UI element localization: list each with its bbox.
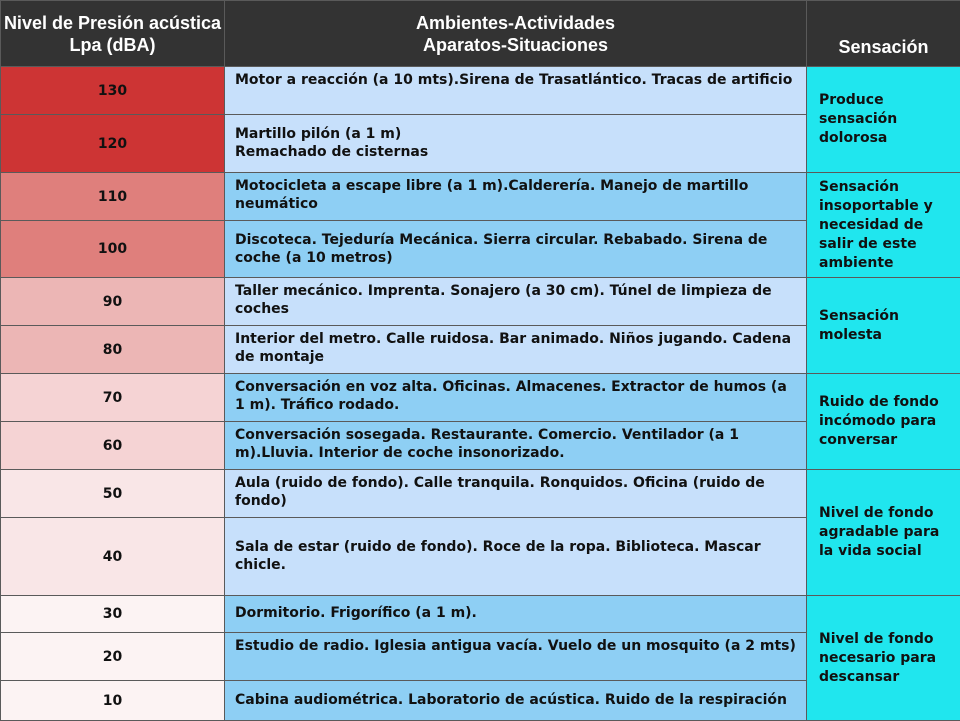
description-cell: Discoteca. Tejeduría Mecánica. Sierra circular. Rebabado. Sirena de coche (a 10 metros): [225, 221, 807, 278]
level-cell: 90: [1, 278, 225, 326]
sensation-cell: Ruido de fondo incómodo para conversar: [807, 374, 960, 470]
description-cell: Interior del metro. Calle ruidosa. Bar animado. Niños jugando. Cadena de montaje: [225, 326, 807, 374]
header-environment-line2: Aparatos-Situaciones: [225, 34, 806, 56]
sensation-cell: Sensación insoportable y necesidad de salir de este ambiente: [807, 173, 960, 278]
description-cell: Dormitorio. Frigorífico (a 1 m).: [225, 596, 807, 633]
description-cell: Cabina audiométrica. Laboratorio de acústica. Ruido de la respiración: [225, 681, 807, 721]
header-environment-line1: Ambientes-Actividades: [225, 12, 806, 34]
header-environment: [225, 1, 807, 67]
header-level: Nivel de Presión acústica Lpa (dBA): [1, 1, 225, 67]
sensation-cell: Nivel de fondo necesario para descansar: [807, 596, 960, 721]
level-cell: 120: [1, 115, 225, 173]
level-cell: 30: [1, 596, 225, 633]
table-row: [1, 470, 960, 518]
level-cell: 60: [1, 422, 225, 470]
description-cell: Motocicleta a escape libre (a 1 m).Calderería. Manejo de martillo neumático: [225, 173, 807, 221]
table-row: [1, 173, 960, 221]
sensation-cell: Nivel de fondo agradable para la vida social: [807, 470, 960, 596]
description-cell: Conversación en voz alta. Oficinas. Almacenes. Extractor de humos (a 1 m). Tráfico rodado.: [225, 374, 807, 422]
description-cell: Conversación sosegada. Restaurante. Comercio. Ventilador (a 1 m).Lluvia. Interior de coche insonorizado.: [225, 422, 807, 470]
description-cell: Motor a reacción (a 10 mts).Sirena de Trasatlántico. Tracas de artificio: [225, 67, 807, 115]
level-cell: 100: [1, 221, 225, 278]
level-cell: 70: [1, 374, 225, 422]
level-cell: 130: [1, 67, 225, 115]
table-row: [1, 374, 960, 422]
description-cell: Estudio de radio. Iglesia antigua vacía. Vuelo de un mosquito (a 2 mts): [225, 633, 807, 681]
level-cell: 10: [1, 681, 225, 721]
description-cell: Martillo pilón (a 1 m) Remachado de cisternas: [225, 115, 807, 173]
level-cell: 50: [1, 470, 225, 518]
level-cell: 110: [1, 173, 225, 221]
description-cell: Aula (ruido de fondo). Calle tranquila. Ronquidos. Oficina (ruido de fondo): [225, 470, 807, 518]
description-cell: Taller mecánico. Imprenta. Sonajero (a 30 cm). Túnel de limpieza de coches: [225, 278, 807, 326]
sensation-cell: Sensación molesta: [807, 278, 960, 374]
table-row: [1, 596, 960, 633]
header-sensation: Sensación: [807, 1, 960, 67]
table-row: [1, 67, 960, 115]
header-row: [1, 1, 960, 67]
level-cell: 40: [1, 518, 225, 596]
level-cell: 20: [1, 633, 225, 681]
description-cell: Sala de estar (ruido de fondo). Roce de la ropa. Biblioteca. Mascar chicle.: [225, 518, 807, 596]
table-row: [1, 278, 960, 326]
sensation-cell: Produce sensación dolorosa: [807, 67, 960, 173]
level-cell: 80: [1, 326, 225, 374]
